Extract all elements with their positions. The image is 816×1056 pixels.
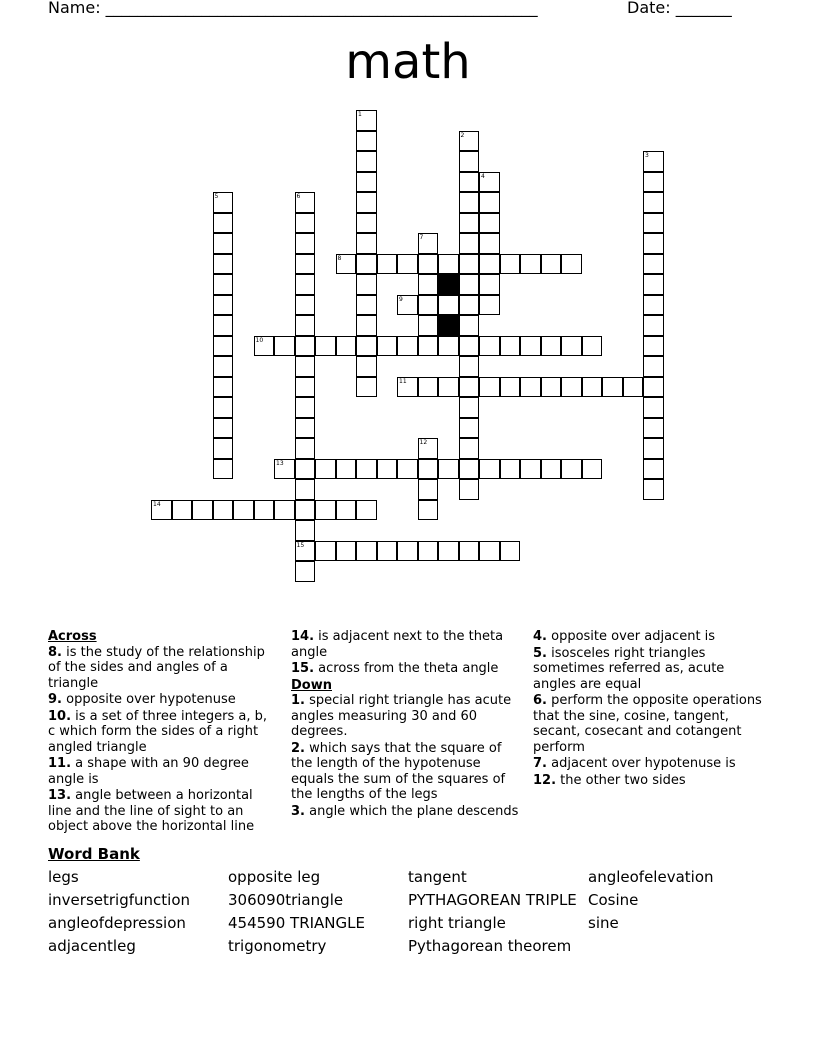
grid-cell[interactable] (643, 397, 664, 418)
grid-cell[interactable] (643, 336, 664, 357)
grid-cell[interactable] (500, 459, 521, 480)
clue-text: perform the opposite operations that the sine, cosine, tangent, secant, cosecant and cotangent perform (533, 693, 762, 755)
grid-cell[interactable] (479, 541, 500, 562)
grid-cell[interactable] (295, 295, 316, 316)
grid-cell[interactable] (377, 541, 398, 562)
clue-across-11 (48, 756, 276, 787)
clue-text: is a set of three integers a, b, c which form the sides of a right angled triangle (48, 708, 268, 755)
grid-cell[interactable] (643, 192, 664, 213)
clue-number: 12. (533, 772, 557, 788)
grid-cell[interactable] (459, 377, 480, 398)
word-bank-row (48, 891, 768, 914)
grid-cell[interactable] (459, 254, 480, 275)
grid-cell[interactable] (541, 336, 562, 357)
grid-cell[interactable] (254, 336, 275, 357)
word-bank-item: angleofelevation (588, 868, 714, 886)
clues-column-3 (533, 629, 765, 789)
grid-cell[interactable] (418, 500, 439, 521)
grid-cell[interactable] (459, 479, 480, 500)
word-bank-item: trigonometry (228, 937, 327, 955)
grid-cell[interactable] (315, 500, 336, 521)
word-bank-item: 454590 TRIANGLE (228, 914, 365, 932)
grid-cell[interactable] (438, 254, 459, 275)
grid-cell[interactable] (213, 233, 234, 254)
grid-cell[interactable] (459, 315, 480, 336)
grid-cell[interactable] (336, 336, 357, 357)
clue-number-label: 10 (255, 336, 264, 344)
grid-cell[interactable] (418, 274, 439, 295)
down-heading: Down (291, 677, 332, 693)
black-cell (438, 274, 459, 295)
grid-cell[interactable] (356, 336, 377, 357)
grid-cell[interactable] (336, 254, 357, 275)
clue-number: 10. (48, 708, 72, 724)
page-title: math (345, 34, 471, 90)
grid-cell[interactable] (459, 151, 480, 172)
grid-cell[interactable] (479, 192, 500, 213)
grid-cell[interactable] (377, 254, 398, 275)
clue-number-label: 8 (337, 254, 342, 262)
grid-cell[interactable] (295, 397, 316, 418)
grid-cell[interactable] (418, 459, 439, 480)
grid-cell[interactable] (356, 172, 377, 193)
grid-cell[interactable] (295, 254, 316, 275)
grid-cell[interactable] (479, 459, 500, 480)
word-bank-item: Cosine (588, 891, 639, 909)
grid-cell[interactable] (397, 541, 418, 562)
grid-cell[interactable] (459, 131, 480, 152)
grid-cell[interactable] (438, 295, 459, 316)
grid-cell[interactable] (315, 541, 336, 562)
word-bank-item: inversetrigfunction (48, 891, 191, 909)
grid-cell[interactable] (397, 336, 418, 357)
clue-text: the other two sides (556, 772, 686, 788)
grid-cell[interactable] (643, 459, 664, 480)
clue-text: opposite over adjacent is (546, 629, 716, 644)
clue-text: a shape with an 90 degree angle is (48, 756, 249, 787)
grid-cell[interactable] (356, 315, 377, 336)
grid-cell[interactable] (397, 377, 418, 398)
clue-down-3 (291, 804, 519, 820)
grid-cell[interactable] (643, 315, 664, 336)
grid-cell[interactable] (356, 295, 377, 316)
grid-cell[interactable] (643, 151, 664, 172)
grid-cell[interactable] (459, 418, 480, 439)
grid-cell[interactable] (315, 336, 336, 357)
clue-down-6 (533, 693, 765, 755)
grid-cell[interactable] (295, 520, 316, 541)
clue-down-1 (291, 693, 519, 740)
clue-number-label: 11 (399, 377, 407, 385)
grid-cell[interactable] (295, 500, 316, 521)
grid-cell[interactable] (295, 541, 316, 562)
grid-cell[interactable] (295, 315, 316, 336)
grid-cell[interactable] (315, 459, 336, 480)
clue-number-label: 1 (358, 111, 362, 118)
grid-cell[interactable] (336, 541, 357, 562)
grid-cell[interactable] (274, 336, 295, 357)
grid-cell[interactable] (213, 438, 234, 459)
grid-cell[interactable] (479, 377, 500, 398)
grid-cell[interactable] (356, 192, 377, 213)
clue-number: 11. (48, 756, 72, 771)
clue-down-4 (533, 629, 765, 645)
grid-cell[interactable] (418, 377, 439, 398)
grid-cell[interactable] (643, 356, 664, 377)
clue-number: 9. (48, 692, 62, 707)
clue-number-label: 12 (419, 439, 428, 446)
clue-text: opposite over hypotenuse (61, 692, 236, 707)
grid-cell[interactable] (479, 336, 500, 357)
word-bank-item: sine (588, 914, 619, 932)
word-bank-row (48, 914, 768, 937)
grid-cell[interactable] (643, 274, 664, 295)
grid-cell[interactable] (397, 459, 418, 480)
grid-cell[interactable] (295, 459, 316, 480)
grid-cell[interactable] (213, 274, 234, 295)
clues-column-2 (291, 629, 519, 820)
grid-cell[interactable] (418, 438, 439, 459)
grid-cell[interactable] (418, 233, 439, 254)
clue-across-15 (291, 661, 519, 677)
clue-text: is the study of the relationship of the sides and angles of a triangle (48, 644, 265, 691)
grid-cell[interactable] (254, 500, 275, 521)
word-bank-row (48, 868, 768, 891)
grid-cell[interactable] (213, 315, 234, 336)
clue-text: special right triangle has acute angles measuring 30 and 60 degrees. (291, 693, 512, 739)
grid-cell[interactable] (213, 377, 234, 398)
grid-cell[interactable] (274, 500, 295, 521)
clue-down-7 (533, 756, 765, 772)
clue-number: 3. (291, 803, 305, 819)
grid-cell[interactable] (520, 377, 541, 398)
clues-column-1 (48, 629, 276, 836)
grid-cell[interactable] (233, 500, 254, 521)
grid-cell[interactable] (459, 172, 480, 193)
word-bank-item: right triangle (408, 914, 506, 932)
word-bank-item: PYTHAGOREAN TRIPLE (408, 891, 577, 909)
clue-text: angle which the plane descends (304, 803, 519, 819)
grid-cell[interactable] (356, 377, 377, 398)
grid-cell[interactable] (172, 500, 193, 521)
grid-cell[interactable] (356, 459, 377, 480)
grid-cell[interactable] (479, 233, 500, 254)
grid-cell[interactable] (295, 192, 316, 213)
grid-cell[interactable] (459, 356, 480, 377)
grid-cell[interactable] (459, 459, 480, 480)
grid-cell[interactable] (500, 377, 521, 398)
clue-number: 1. (291, 693, 305, 708)
grid-cell[interactable] (213, 397, 234, 418)
clue-across-9 (48, 692, 276, 708)
clue-number: 4. (533, 629, 547, 644)
grid-cell[interactable] (479, 274, 500, 295)
clue-across-8 (48, 645, 276, 692)
grid-cell[interactable] (356, 274, 377, 295)
word-bank-item: 306090triangle (228, 891, 344, 909)
clue-number-label: 13 (276, 459, 284, 467)
grid-cell[interactable] (541, 459, 562, 480)
grid-cell[interactable] (643, 295, 664, 316)
grid-cell[interactable] (213, 336, 234, 357)
grid-cell[interactable] (643, 254, 664, 275)
grid-cell[interactable] (213, 459, 234, 480)
clue-number: 5. (533, 645, 547, 661)
grid-cell[interactable] (336, 459, 357, 480)
grid-cell[interactable] (438, 377, 459, 398)
grid-cell[interactable] (582, 459, 603, 480)
clue-number-label: 6 (296, 193, 301, 200)
grid-cell[interactable] (459, 213, 480, 234)
word-bank-item: Pythagorean theorem (408, 937, 572, 955)
grid-cell[interactable] (356, 233, 377, 254)
grid-cell[interactable] (356, 213, 377, 234)
grid-cell[interactable] (356, 254, 377, 275)
word-bank-item: tangent (408, 868, 467, 886)
grid-cell[interactable] (213, 213, 234, 234)
grid-cell[interactable] (561, 336, 582, 357)
clue-number: 15. (291, 661, 315, 676)
grid-cell[interactable] (356, 151, 377, 172)
word-bank-item: opposite leg (228, 868, 321, 886)
grid-cell[interactable] (459, 397, 480, 418)
grid-cell[interactable] (582, 336, 603, 357)
grid-cell[interactable] (418, 336, 439, 357)
grid-cell[interactable] (213, 254, 234, 275)
word-bank-row (48, 937, 768, 960)
grid-cell[interactable] (356, 110, 377, 131)
clue-across-13 (48, 788, 276, 835)
clue-down-5 (533, 646, 765, 693)
grid-cell[interactable] (295, 233, 316, 254)
clue-number: 8. (48, 644, 62, 660)
grid-cell[interactable] (561, 254, 582, 275)
clue-number-label: 7 (419, 234, 424, 241)
grid-cell[interactable] (479, 295, 500, 316)
clue-number-label: 5 (214, 193, 219, 200)
grid-cell[interactable] (459, 233, 480, 254)
grid-cell[interactable] (213, 418, 234, 439)
across-heading: Across (48, 629, 97, 644)
word-bank-item: legs (48, 868, 79, 886)
grid-cell[interactable] (459, 541, 480, 562)
grid-cell[interactable] (561, 377, 582, 398)
date-field-label: Date: _______ (627, 0, 732, 17)
grid-cell[interactable] (295, 377, 316, 398)
grid-cell[interactable] (643, 213, 664, 234)
clue-text: which says that the square of the length of the hypotenuse equals the sum of the squares of the lengths of the legs (291, 740, 506, 802)
grid-cell[interactable] (418, 315, 439, 336)
grid-cell[interactable] (500, 254, 521, 275)
grid-cell[interactable] (213, 192, 234, 213)
grid-cell[interactable] (643, 479, 664, 500)
grid-cell[interactable] (438, 459, 459, 480)
clue-text: is adjacent next to the theta angle (291, 629, 504, 660)
grid-cell[interactable] (643, 377, 664, 398)
grid-cell[interactable] (541, 377, 562, 398)
grid-cell[interactable] (520, 459, 541, 480)
grid-cell[interactable] (643, 172, 664, 193)
clue-number-label: 15 (296, 541, 305, 549)
grid-cell[interactable] (192, 500, 213, 521)
grid-cell[interactable] (295, 479, 316, 500)
clue-number-label: 3 (645, 152, 649, 159)
grid-cell[interactable] (459, 336, 480, 357)
clue-text: across from the theta angle (314, 661, 499, 676)
grid-cell[interactable] (418, 254, 439, 275)
grid-cell[interactable] (295, 561, 316, 582)
word-bank-title: Word Bank (48, 845, 140, 863)
grid-cell[interactable] (295, 356, 316, 377)
name-field-label: Name: ______________________________________________________ (48, 0, 538, 17)
grid-cell[interactable] (479, 254, 500, 275)
grid-cell[interactable] (541, 254, 562, 275)
black-cell (438, 315, 459, 336)
grid-cell[interactable] (295, 336, 316, 357)
grid-cell[interactable] (520, 254, 541, 275)
grid-cell[interactable] (500, 336, 521, 357)
grid-cell[interactable] (479, 172, 500, 193)
clue-down-12 (533, 773, 765, 789)
grid-cell[interactable] (418, 479, 439, 500)
grid-cell[interactable] (356, 541, 377, 562)
clue-number: 14. (291, 629, 315, 644)
grid-cell[interactable] (459, 295, 480, 316)
grid-cell[interactable] (356, 356, 377, 377)
grid-cell[interactable] (418, 541, 439, 562)
grid-cell[interactable] (274, 459, 295, 480)
clue-number: 13. (48, 788, 72, 803)
grid-cell[interactable] (438, 541, 459, 562)
grid-cell[interactable] (377, 459, 398, 480)
grid-cell[interactable] (582, 377, 603, 398)
clue-across-14 (291, 629, 519, 660)
word-bank (48, 868, 768, 960)
grid-cell[interactable] (623, 377, 644, 398)
grid-cell[interactable] (295, 438, 316, 459)
grid-cell[interactable] (356, 500, 377, 521)
grid-cell[interactable] (500, 541, 521, 562)
grid-cell[interactable] (459, 438, 480, 459)
word-bank-item: angleofdepression (48, 914, 186, 932)
grid-cell[interactable] (520, 336, 541, 357)
clue-number: 7. (533, 756, 547, 771)
clue-across-10 (48, 709, 276, 756)
clue-number-label: 14 (153, 500, 161, 508)
grid-cell[interactable] (151, 500, 172, 521)
grid-cell[interactable] (213, 500, 234, 521)
grid-cell[interactable] (643, 418, 664, 439)
grid-cell[interactable] (295, 213, 316, 234)
grid-cell[interactable] (336, 500, 357, 521)
grid-cell[interactable] (213, 356, 234, 377)
grid-cell[interactable] (356, 131, 377, 152)
word-bank-item: adjacentleg (48, 937, 136, 955)
clue-down-2 (291, 741, 519, 803)
clue-number-label: 4 (481, 172, 485, 180)
grid-cell[interactable] (479, 213, 500, 234)
grid-cell[interactable] (561, 459, 582, 480)
grid-cell[interactable] (397, 295, 418, 316)
grid-cell[interactable] (295, 274, 316, 295)
grid-cell[interactable] (602, 377, 623, 398)
grid-cell[interactable] (643, 233, 664, 254)
clue-number: 6. (533, 693, 547, 708)
grid-cell[interactable] (643, 438, 664, 459)
clue-text: adjacent over hypotenuse is (546, 756, 736, 771)
grid-cell[interactable] (418, 295, 439, 316)
clue-number: 2. (291, 740, 305, 756)
clue-number-label: 9 (399, 295, 403, 303)
clue-number-label: 2 (460, 131, 465, 139)
grid-cell[interactable] (397, 254, 418, 275)
grid-cell[interactable] (459, 274, 480, 295)
grid-cell[interactable] (438, 336, 459, 357)
grid-cell[interactable] (459, 192, 480, 213)
clue-text: isosceles right triangles sometimes referred as, acute angles are equal (533, 645, 725, 692)
grid-cell[interactable] (295, 418, 316, 439)
grid-cell[interactable] (213, 295, 234, 316)
grid-cell[interactable] (377, 336, 398, 357)
clue-text: angle between a horizontal line and the line of sight to an object above the horizontal line (48, 788, 255, 834)
